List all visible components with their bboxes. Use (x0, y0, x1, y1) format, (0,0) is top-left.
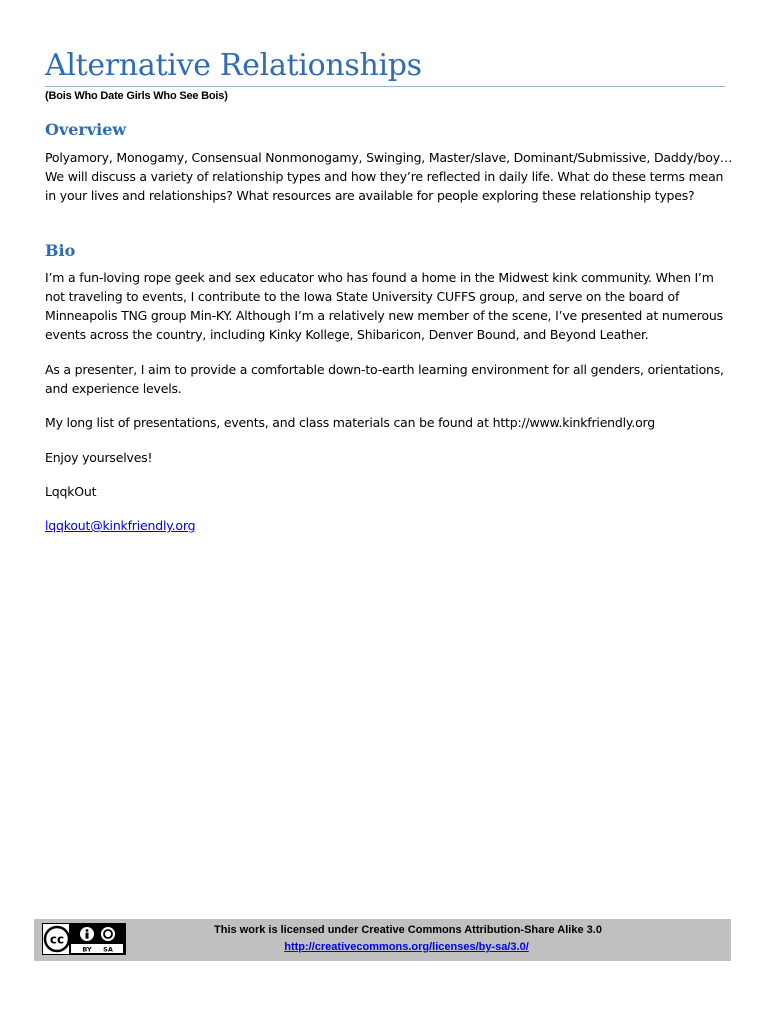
page-subtitle: (Bois Who Date Girls Who See Bois) (45, 90, 228, 102)
bio-paragraph: As a presenter, I aim to provide a comfortable down-to-earth learning environment for all genders, orientations, and experience levels. (45, 362, 724, 396)
bio-paragraph: I’m a fun-loving rope geek and sex educator who has found a home in the Midwest kink community. When I’m not traveling to events, I contribute to the Iowa State University CUFFS group, and serve on the board of Minneapolis TNG group Min-KY. Although I’m a relatively new member of the scene, I’ve presented at numerous events across the country, including Kinky Kollege, Shibaricon, Denver Bound, and Beyond Leather. (45, 270, 723, 342)
page-title: Alternative Relationships (45, 48, 422, 83)
title-divider (45, 86, 725, 87)
bio-heading: Bio (45, 241, 76, 260)
badge-sa-label: SA (103, 945, 113, 954)
license-url-line (214, 940, 599, 954)
license-url-link[interactable]: http://creativecommons.org/licenses/by-sa/3.0/ (284, 941, 529, 953)
overview-paragraph: Polyamory, Monogamy, Consensual Nonmonogamy, Swinging, Master/slave, Dominant/Submissive, Daddy/boy… We will discuss a variety of relationship types and how they’re reflected in daily life. What do these terms mean in your lives and relationships? What resources are available for people exploring these relationship types? (45, 150, 733, 203)
email-link[interactable]: lqqkout@kinkfriendly.org (45, 518, 196, 533)
cc-by-sa-badge-icon[interactable] (42, 923, 126, 955)
badge-by-label: BY (82, 945, 92, 954)
bio-paragraph: Enjoy yourselves! (45, 450, 153, 465)
email-paragraph (45, 516, 735, 535)
svg-text:cc: cc (49, 932, 65, 947)
bio-paragraph: My long list of presentations, events, and class materials can be found at http://www.kinkfriendly.org (45, 415, 656, 430)
overview-heading: Overview (45, 120, 127, 139)
license-footer (34, 919, 731, 961)
author-signature: LqqkOut (45, 484, 97, 499)
license-text: This work is licensed under Creative Commons Attribution-Share Alike 3.0 (214, 924, 602, 936)
